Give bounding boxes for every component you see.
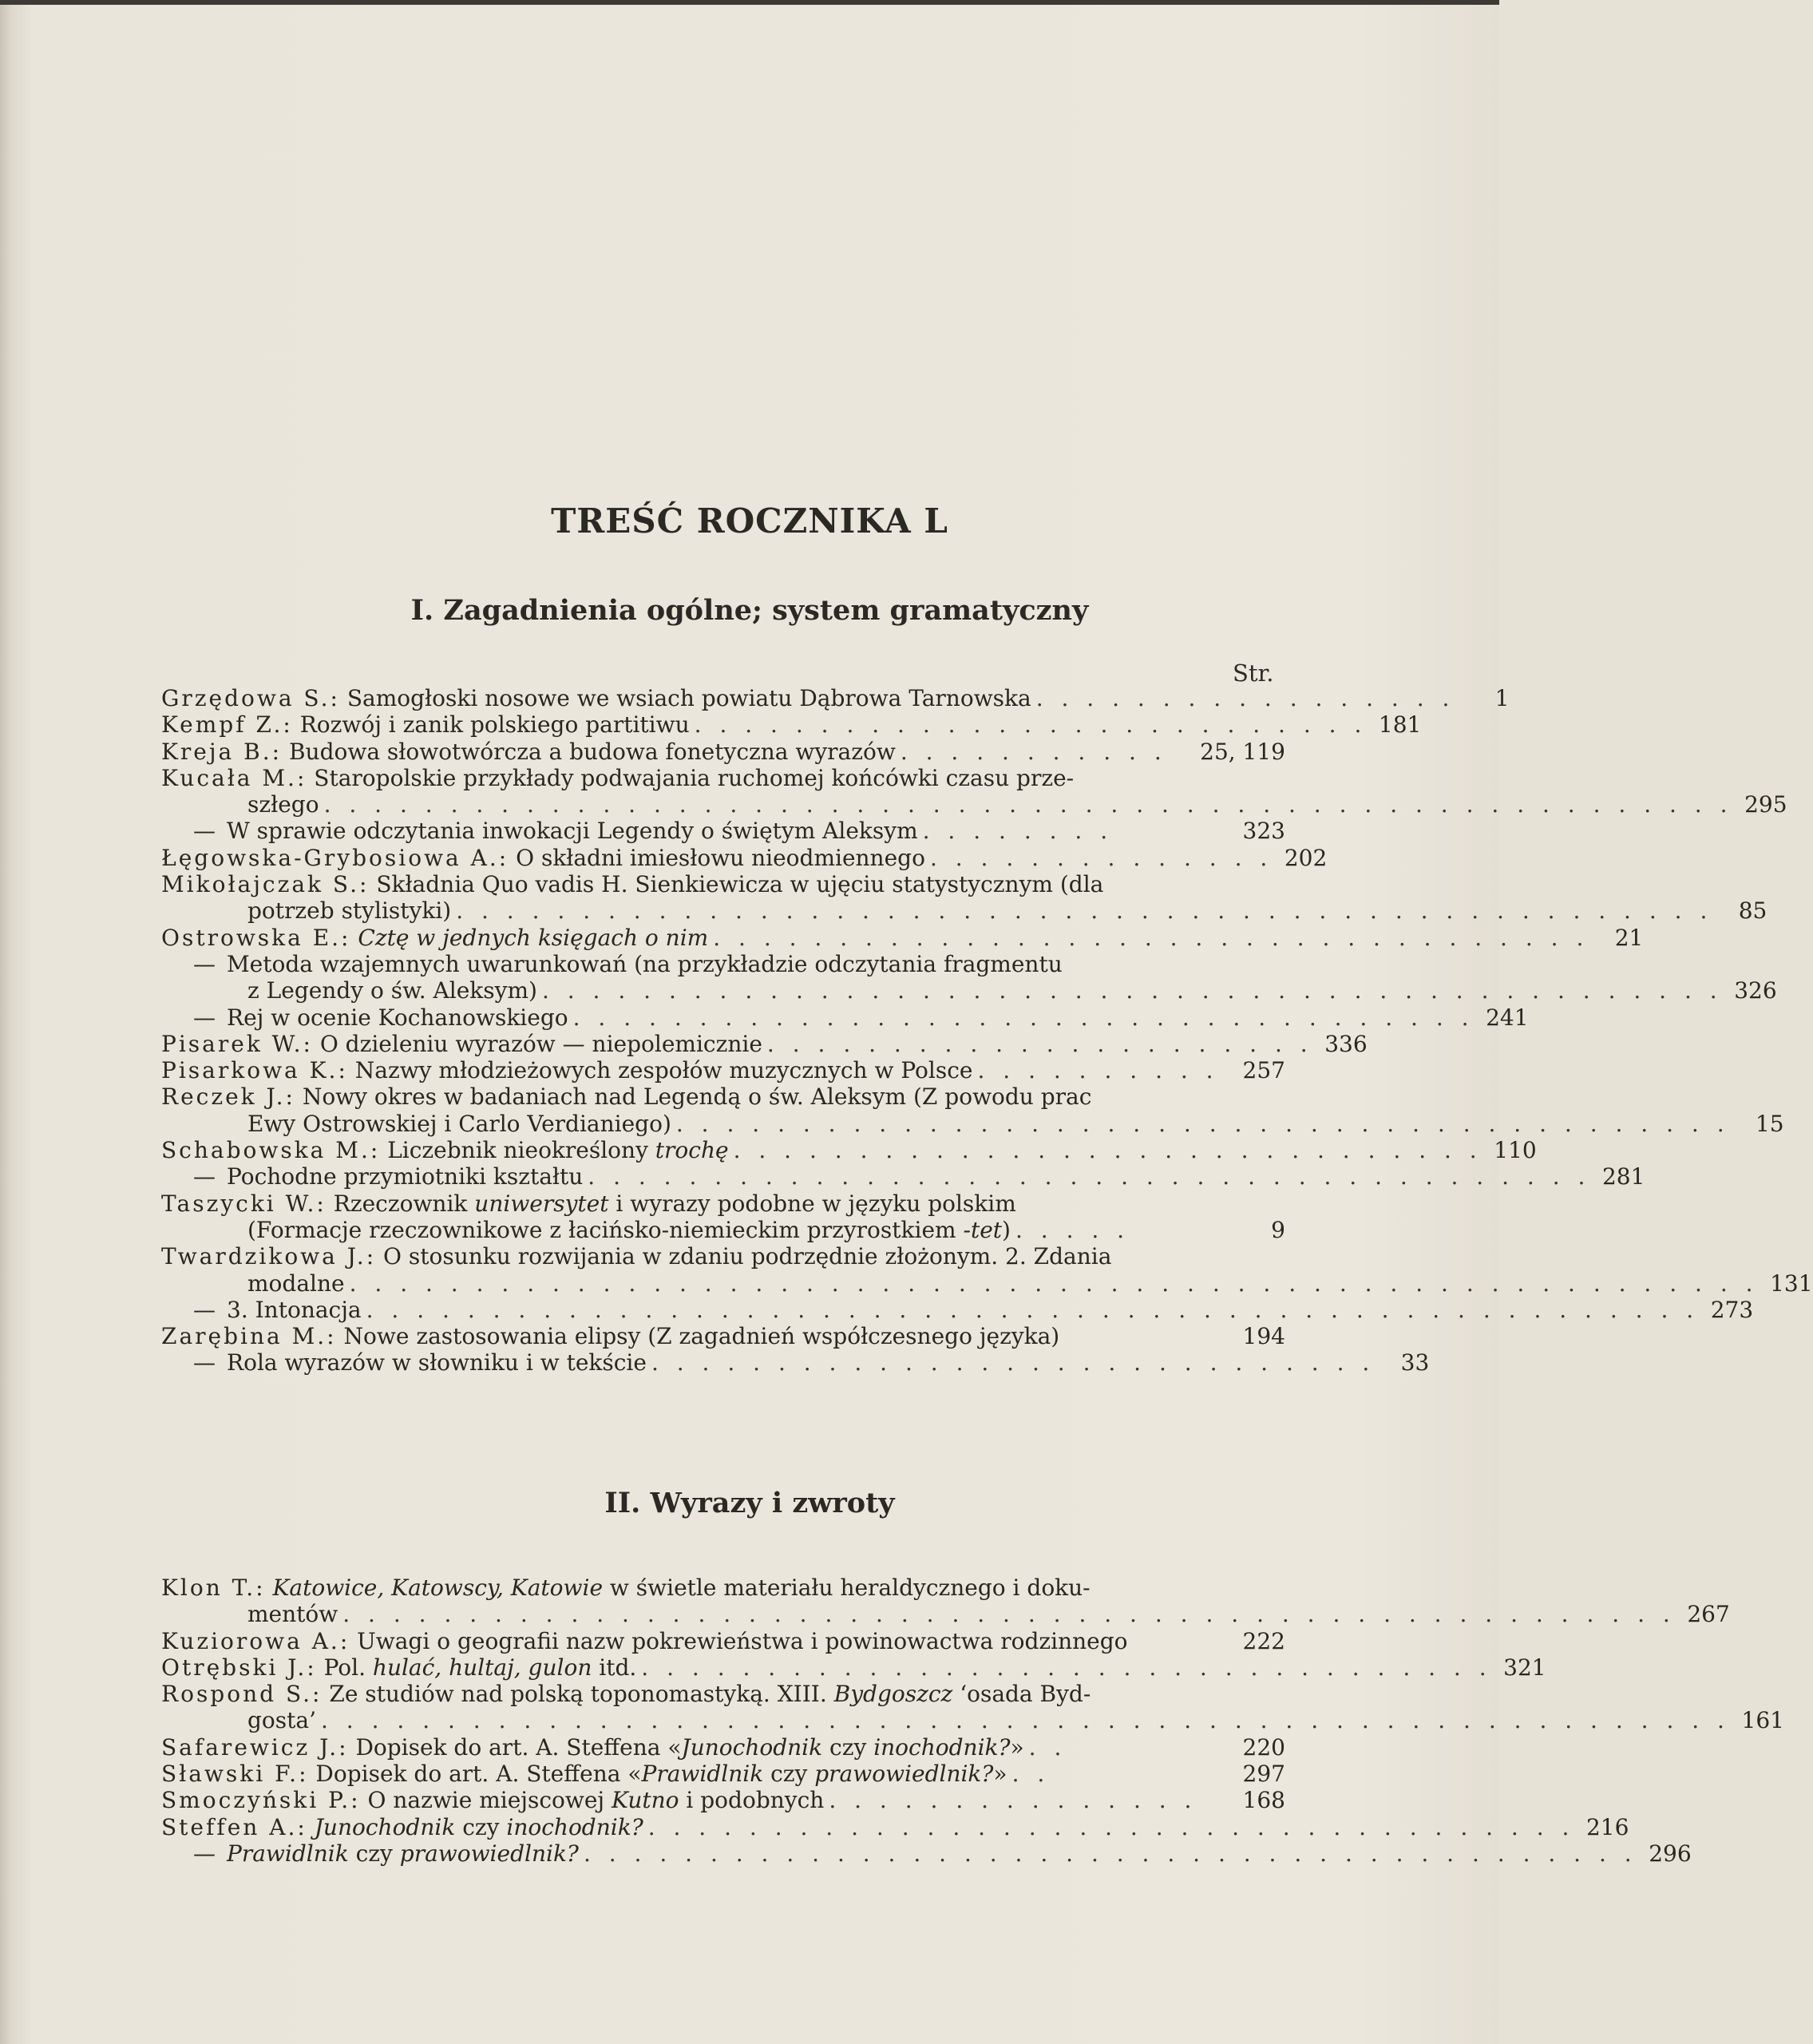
- toc-section-2: [161, 1575, 1784, 1867]
- toc-entry: — 3. Intonacja . . . . . . . . . . . . . . . . . . . . . . . . . . . . . . . . . . . . . . . . . . . . . . . . . . . . . 273: [193, 1296, 1754, 1323]
- toc-entry: Kempf Z.: Rozwój i zanik polskiego partitiwu . . . . . . . . . . . . . . . . . . . . . . . . . . . 181: [161, 711, 1422, 739]
- toc-entry: Łęgowska-Grybosiowa A.: O składni imiesłowu nieodmiennego . . . . . . . . . . . . . . 202: [161, 844, 1328, 871]
- toc-entry: Otrębski J.: Pol. hulać, hultaj, gulon itd. . . . . . . . . . . . . . . . . . . . . . . . . . . . . . . . . . . 321: [161, 1654, 1546, 1681]
- page-title: TREŚĆ ROCZNIKA L: [551, 501, 948, 541]
- toc-entry: Kuziorowa A.: Uwagi o geografii nazw pokrewieństwa i powinowactwa rodzinnego 222: [161, 1627, 1285, 1654]
- page-column-label: Str.: [1233, 660, 1274, 687]
- toc-entry: Pisarkowa K.: Nazwy młodzieżowych zespołów muzycznych w Polsce . . . . . . . . . . 257: [161, 1057, 1285, 1084]
- toc-entry: Safarewicz J.: Dopisek do art. A. Steffena «Junochodnik czy inochodnik?» . . 220: [161, 1733, 1285, 1761]
- toc-entry: Smoczyński P.: O nazwie miejscowej Kutno i podobnych . . . . . . . . . . . . . . . 168: [161, 1787, 1285, 1814]
- toc-entry: Kucała M.: Staropolskie przykłady podwajania ruchomej końcówki czasu prze- szłego . . . . . . . . . . . . . . . . . . . . . . . . . . . . . . . . . . . . . . . . . . . . . . . . . . . . . . . . 295: [161, 764, 1787, 818]
- scan-edge: [0, 0, 1499, 5]
- toc-entry: — W sprawie odczytania inwokacji Legendy o świętym Aleksym . . . . . . . . 323: [193, 818, 1285, 845]
- toc-entry: Twardzikowa J.: O stosunku rozwijania w zdaniu podrzędnie złożonym. 2. Zdania modalne . . . . . . . . . . . . . . . . . . . . . . . . . . . . . . . . . . . . . . . . . . . . . . . . . . . . . . . . 131: [161, 1243, 1813, 1297]
- toc-entry: — Pochodne przymiotniki kształtu . . . . . . . . . . . . . . . . . . . . . . . . . . . . . . . . . . . . . . . . 281: [193, 1163, 1645, 1190]
- toc-entry: Mikołajczak S.: Składnia Quo vadis H. Sienkiewicza w ujęciu statystycznym (dla potrzeb stylistyki) . . . . . . . . . . . . . . . . . . . . . . . . . . . . . . . . . . . . . . . . . . . . . . . . . . 85: [161, 871, 1767, 925]
- toc-entry: Zarębina M.: Nowe zastosowania elipsy (Z zagadnień współczesnego języka) 194: [161, 1323, 1285, 1350]
- toc-entry: Rospond S.: Ze studiów nad polską toponomastyką. XIII. Bydgoszcz ‘osada Byd- gosta’ . . . . . . . . . . . . . . . . . . . . . . . . . . . . . . . . . . . . . . . . . . . . . . . . . . . . . . . . 161: [161, 1681, 1784, 1734]
- section-1-title: I. Zagadnienia ogólne; system gramatyczny: [410, 594, 1089, 627]
- toc-entry: Klon T.: Katowice, Katowscy, Katowie w świetle materiału heraldycznego i doku- mentów . . . . . . . . . . . . . . . . . . . . . . . . . . . . . . . . . . . . . . . . . . . . . . . . . . . . . 267: [161, 1575, 1730, 1628]
- toc-entry: Kreja B.: Budowa słowotwórcza a budowa fonetyczna wyrazów . . . . . . . . . . . 25, 119: [161, 738, 1285, 765]
- toc-entry: — Rola wyrazów w słowniku i w tekście . . . . . . . . . . . . . . . . . . . . . . . . . . . . . 33: [193, 1349, 1430, 1377]
- toc-entry: Grzędowa S.: Samogłoski nosowe we wsiach powiatu Dąbrowa Tarnowska . . . . . . . . . . . . . . . . . 1: [161, 685, 1510, 711]
- toc-entry: Pisarek W.: O dzieleniu wyrazów — niepolemicznie . . . . . . . . . . . . . . . . . . . . . . 336: [161, 1030, 1368, 1057]
- toc-entry: — Metoda wzajemnych uwarunkowań (na przykładzie odczytania fragmentu z Legendy o św. Aleksym) . . . . . . . . . . . . . . . . . . . . . . . . . . . . . . . . . . . . . . . . . . . . . . . 326: [193, 950, 1777, 1004]
- toc-entry: Steffen A.: Junochodnik czy inochodnik? . . . . . . . . . . . . . . . . . . . . . . . . . . . . . . . . . . . . . 216: [161, 1813, 1629, 1840]
- toc-entry: — Rej w ocenie Kochanowskiego . . . . . . . . . . . . . . . . . . . . . . . . . . . . . . . . . . . . 241: [193, 1004, 1529, 1031]
- toc-entry: Taszycki W.: Rzeczownik uniwersytet i wyrazy podobne w języku polskim (Formacje rzeczownikowe z łacińsko-niemieckim przyrostkiem -tet) . . . . . 9: [161, 1190, 1285, 1243]
- toc-entry: Reczek J.: Nowy okres w badaniach nad Legendą o św. Aleksym (Z powodu prac Ewy Ostrowskiej i Carlo Verdianiego) . . . . . . . . . . . . . . . . . . . . . . . . . . . . . . . . . . . . . . . . . . 15: [161, 1083, 1784, 1137]
- toc-entry: Ostrowska E.: Cztę w jednych księgach o nim . . . . . . . . . . . . . . . . . . . . . . . . . . . . . . . . . . . 21: [161, 924, 1644, 951]
- toc-section-1: [161, 685, 1813, 1377]
- toc-entry: Sławski F.: Dopisek do art. A. Steffena «Prawidlnik czy prawowiedlnik?» . . 297: [161, 1761, 1285, 1788]
- toc-entry: — Prawidlnik czy prawowiedlnik? . . . . . . . . . . . . . . . . . . . . . . . . . . . . . . . . . . . . . . . . . . 296: [193, 1840, 1692, 1867]
- section-2-title: II. Wyrazy i zwroty: [604, 1487, 895, 1519]
- toc-entry: Schabowska M.: Liczebnik nieokreślony trochę . . . . . . . . . . . . . . . . . . . . . . . . . . . . . . 110: [161, 1137, 1537, 1164]
